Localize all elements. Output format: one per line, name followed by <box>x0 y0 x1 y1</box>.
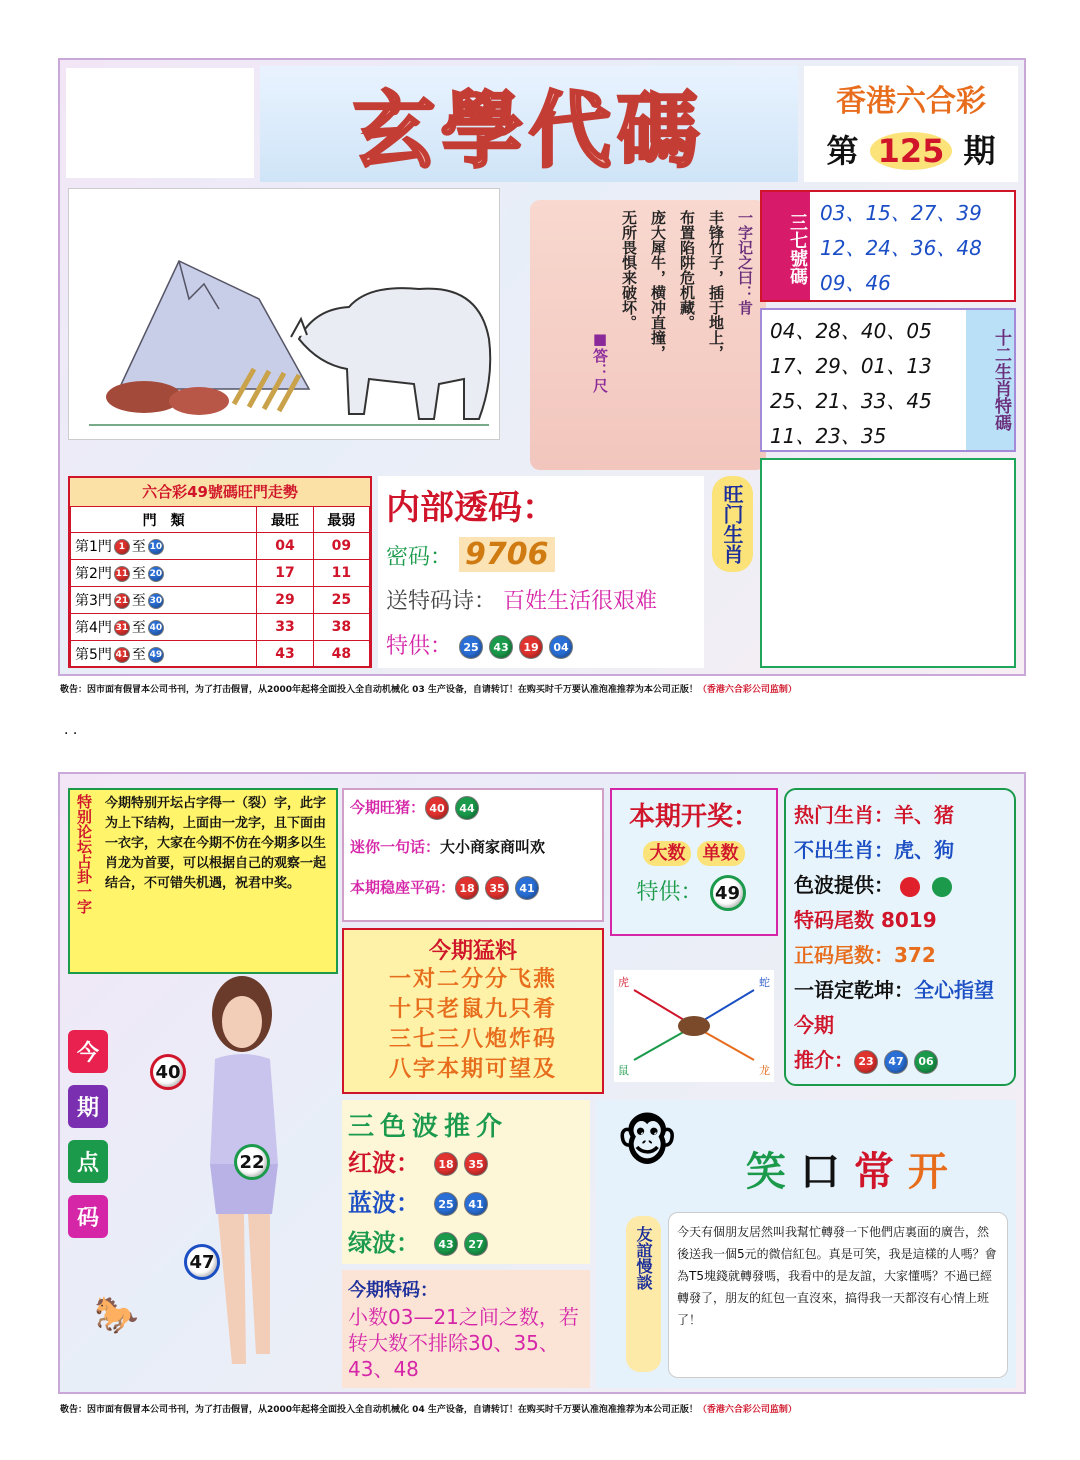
special-code-text: 小数03—21之间之数，若转大数不排除30、35、43、48 <box>348 1305 579 1381</box>
door-to: 至 <box>131 647 146 663</box>
table-row <box>71 533 370 560</box>
inside-code-panel <box>378 476 704 668</box>
number-ball: 25 <box>459 635 483 659</box>
send-poem-value: 百姓生活很艰难 <box>503 589 658 614</box>
trio-panel <box>760 190 1016 302</box>
number-ball: 44 <box>455 796 479 820</box>
mini-label: 迷你一句话： <box>350 838 441 856</box>
recommend-label-1: 今期 <box>794 1013 834 1037</box>
wave-rows <box>348 1143 584 1263</box>
door-table-panel <box>68 476 372 668</box>
ztail-value: 372 <box>894 943 936 967</box>
number-ball: 30 <box>148 593 164 609</box>
issue-number: 125 <box>870 132 953 170</box>
wave-row <box>348 1223 584 1263</box>
special-label: 特供： <box>386 634 453 659</box>
door-cell <box>71 614 257 641</box>
number-ball: 41 <box>114 647 130 663</box>
twelve-row: 17、29、01、13 <box>770 354 932 378</box>
friend-text: 今天有個朋友居然叫我幫忙轉發一下他們店裏面的廣告，然後送我一個5元的微信紅包。真是可笑，我是這樣的人嗎？會為T5塊錢就轉發嗎，我看中的是友誼，大家懂嗎？不過已經轉發了，朋友的紅包一直沒來，搞得我一天都沒有心情上班了！ <box>668 1212 1008 1378</box>
door-to: 至 <box>131 593 146 609</box>
number-ball: 41 <box>515 876 539 900</box>
twelve-row: 25、21、33、45 <box>770 389 932 413</box>
flat-label: 本期稳座平码： <box>350 878 456 897</box>
wave-row <box>348 1143 584 1183</box>
out-zodiac-line <box>794 833 1006 868</box>
twelve-label: 十二生肖特碼 <box>966 310 1014 450</box>
fierce-line: 三七三八炮炸码 <box>388 1027 557 1052</box>
number-ball: 40 <box>148 620 164 636</box>
separator-dots: . . <box>64 722 78 738</box>
draw-panel <box>610 788 778 936</box>
hot-zodiac-line <box>794 798 1006 833</box>
issue-line <box>804 126 1018 172</box>
diagram-label: 鼠 <box>618 1064 629 1077</box>
rhino-drawing <box>69 189 499 439</box>
forum-panel <box>68 788 338 974</box>
number-ball: 43 <box>434 1232 458 1256</box>
table-row <box>71 641 370 668</box>
door-to: 至 <box>131 539 146 555</box>
special-line <box>386 629 696 660</box>
number-ball: 41 <box>464 1192 488 1216</box>
smile-char: 笑 <box>746 1149 786 1195</box>
model-ball: 47 <box>184 1244 220 1280</box>
issue-panel <box>804 66 1018 182</box>
wave-name: 蓝波： <box>348 1189 420 1217</box>
points-column <box>68 1030 108 1238</box>
forum-label: 特别论坛占卦一字 <box>75 794 93 914</box>
special-code-title: 今期特码： <box>348 1280 438 1301</box>
number-ball: 1 <box>114 539 130 555</box>
issue-suffix: 期 <box>963 132 996 170</box>
brand-name: 香港六合彩 <box>836 84 986 119</box>
ztail-line <box>794 938 1006 973</box>
three-wave-title: 三色波推介 <box>348 1112 509 1142</box>
recommend-balls <box>854 1048 944 1072</box>
number-ball: 18 <box>455 876 479 900</box>
hot-cell: 17 <box>257 560 313 587</box>
number-ball: 35 <box>464 1152 488 1176</box>
trio-row: 03、15、27、39 <box>820 201 982 225</box>
cold-cell: 48 <box>313 641 369 668</box>
table-row <box>71 614 370 641</box>
door-to: 至 <box>131 566 146 582</box>
wave-row <box>348 1183 584 1223</box>
wave-line <box>794 868 1006 903</box>
number-ball: 21 <box>114 593 130 609</box>
model-ball: 22 <box>234 1144 270 1180</box>
cold-cell: 38 <box>313 614 369 641</box>
number-ball: 49 <box>148 647 164 663</box>
zodiac-diagram <box>614 970 774 1082</box>
hot-cell: 33 <box>257 614 313 641</box>
page-title: 玄學代碼 <box>352 82 705 179</box>
draw-special-line <box>618 875 770 911</box>
notice-tail: （香港六合彩公司监制） <box>697 1405 797 1415</box>
door-table-title: 六合彩49號碼旺門走勢 <box>70 478 370 506</box>
issue-prefix: 第 <box>826 132 859 170</box>
smile-panel <box>596 1100 1016 1388</box>
draw-tags <box>618 839 770 865</box>
draw-special-ball: 49 <box>710 875 746 911</box>
page-one <box>58 58 1026 676</box>
forum-text: 今期特别开坛占字得一（裂）字，此字为上下结构，上面由一龙字，且下面由一衣字，大家在今期不仿在今期多以生肖龙为首要，可以根据自己的观察一起结合，不可错失机遇，祝君中奖。 <box>105 796 327 891</box>
twelve-row: 04、28、40、05 <box>770 319 932 343</box>
draw-special-label: 特供： <box>636 880 703 905</box>
recommend-label-2: 推介： <box>794 1048 854 1072</box>
diagram-label: 龙 <box>759 1064 770 1077</box>
hot-zodiac-value: 羊、猪 <box>894 803 954 827</box>
number-ball: 18 <box>434 1152 458 1176</box>
door-name: 第5門 <box>75 647 112 663</box>
cold-header: 最弱 <box>313 507 369 533</box>
riddle-answer: ■答：尺 <box>591 330 609 393</box>
number-ball: 19 <box>519 635 543 659</box>
riddle-scroll <box>530 200 766 470</box>
password-value: 9706 <box>459 537 555 572</box>
blank-green-panel <box>760 458 1016 668</box>
tail-value: 8019 <box>880 908 937 932</box>
fierce-panel <box>342 928 604 1094</box>
send-poem-line <box>386 584 696 615</box>
ztail-label: 正码尾数： <box>794 943 894 967</box>
three-wave-panel <box>342 1100 590 1264</box>
draw-tag: 单数 <box>697 841 745 866</box>
draw-title: 本期开奖： <box>628 802 759 832</box>
number-ball: 40 <box>425 796 449 820</box>
wang-line <box>350 796 596 836</box>
points-char: 期 <box>68 1085 108 1128</box>
model-figure <box>155 974 330 1382</box>
trio-label: 三七號碼 <box>762 192 810 300</box>
one-label: 一语定乾坤： <box>794 978 914 1002</box>
points-char: 码 <box>68 1195 108 1238</box>
fierce-line: 八字本期可望及 <box>388 1057 557 1082</box>
hot-cell: 29 <box>257 587 313 614</box>
door-name: 第3門 <box>75 593 112 609</box>
recommend-line <box>794 1008 1006 1043</box>
number-ball: 06 <box>914 1050 938 1074</box>
flat-balls <box>455 879 545 897</box>
out-zodiac-label: 不出生肖： <box>794 838 894 862</box>
draw-tag: 大数 <box>643 841 691 866</box>
door-cell <box>71 533 257 560</box>
fierce-title: 今期猛料 <box>428 939 517 964</box>
door-header: 門 類 <box>71 507 257 533</box>
wave-name: 绿波： <box>348 1229 420 1257</box>
diagram-label: 蛇 <box>759 976 770 989</box>
notice-2 <box>60 1402 1024 1415</box>
wave-dots <box>894 873 958 897</box>
door-cell <box>71 641 257 668</box>
friend-label: 友誼慢談 <box>626 1216 661 1372</box>
horse-icon: 🐎 <box>94 1295 139 1336</box>
notice-tail: （香港六合彩公司监制） <box>697 685 797 695</box>
hot-cell: 43 <box>257 641 313 668</box>
number-ball: 20 <box>148 566 164 582</box>
cold-cell: 25 <box>313 587 369 614</box>
table-row <box>71 587 370 614</box>
special-code-panel <box>342 1270 590 1388</box>
smile-char: 开 <box>907 1149 948 1195</box>
flat-line <box>350 876 596 916</box>
trio-row: 12、24、36、48 <box>820 236 982 260</box>
number-ball: 10 <box>148 539 164 555</box>
blank-panel <box>66 68 254 178</box>
points-char: 今 <box>68 1030 108 1073</box>
hot-zodiac-label: 热门生肖： <box>794 803 894 827</box>
smile-char: 口 <box>799 1149 840 1195</box>
cold-cell: 09 <box>313 533 369 560</box>
number-ball: 04 <box>549 635 573 659</box>
twelve-numbers <box>762 310 966 450</box>
number-ball: 31 <box>114 620 130 636</box>
number-ball: 47 <box>884 1050 908 1074</box>
out-zodiac-value: 虎、狗 <box>894 838 954 862</box>
password-line <box>386 537 696 572</box>
one-value: 全心指望 <box>914 978 994 1002</box>
hot-zodiac-label: 旺门生肖 <box>712 476 753 572</box>
one-line <box>794 973 1006 1008</box>
notice-1 <box>60 682 1024 695</box>
twelve-panel <box>760 308 1016 452</box>
page-two <box>58 772 1026 1394</box>
hot-cell: 04 <box>257 533 313 560</box>
trio-numbers <box>810 192 992 300</box>
riddle-title: 一字记之曰：肯 <box>736 210 754 315</box>
door-table <box>70 506 370 668</box>
zodiac-arrows <box>614 970 774 1082</box>
info-panel <box>784 788 1016 1086</box>
door-name: 第2門 <box>75 566 112 582</box>
send-poem-label: 送特码诗： <box>386 589 497 614</box>
smile-mascot-icon: 🐵 <box>616 1110 679 1173</box>
password-label: 密码： <box>386 545 453 570</box>
mini-line <box>350 836 596 876</box>
cold-cell: 11 <box>313 560 369 587</box>
wave-dot <box>932 877 952 897</box>
model-ball: 40 <box>150 1054 186 1090</box>
door-to: 至 <box>131 620 146 636</box>
number-ball: 25 <box>434 1192 458 1216</box>
number-ball: 27 <box>464 1232 488 1256</box>
fierce-line: 十只老鼠九只肴 <box>388 997 557 1022</box>
hot-header: 最旺 <box>257 507 313 533</box>
table-row <box>71 560 370 587</box>
tail-line <box>794 903 1006 938</box>
mini-value: 大小商家商叫欢 <box>440 838 546 856</box>
twelve-row: 11、23、35 <box>770 424 887 448</box>
wang-balls <box>425 799 485 817</box>
wave-dot <box>900 877 920 897</box>
hot-zodiac-panel <box>712 476 756 668</box>
door-cell <box>71 587 257 614</box>
door-cell <box>71 560 257 587</box>
number-ball: 11 <box>114 566 130 582</box>
special-balls <box>459 634 579 659</box>
notice-text: 敬告：因市面有假冒本公司书刊，为了打击假冒，从2000年起将全面投入全自动机械化 04 生产设备，自请转订！在购买时千万要认准泡准推荐为本公司正版！ <box>60 1405 698 1415</box>
hint-panel <box>342 788 604 922</box>
diagram-label: 虎 <box>618 976 629 989</box>
recommend-row <box>794 1043 1006 1078</box>
door-name: 第4門 <box>75 620 112 636</box>
wave-name: 红波： <box>348 1149 420 1177</box>
number-ball: 23 <box>854 1050 878 1074</box>
number-ball: 43 <box>489 635 513 659</box>
rhino-illustration <box>68 188 500 440</box>
trio-row: 09、46 <box>820 271 891 295</box>
number-ball: 35 <box>485 876 509 900</box>
riddle-line-3: 庞大犀牛，横冲直撞， <box>649 210 667 360</box>
wave-label: 色波提供： <box>794 873 894 897</box>
riddle-line-1: 丰锋竹子，插于地上， <box>707 210 725 360</box>
wang-label: 今期旺猪： <box>350 798 426 817</box>
inside-title: 内部透码： <box>386 488 556 528</box>
riddle-line-2: 布置陷阱危机藏。 <box>678 210 696 330</box>
smile-title <box>746 1140 948 1197</box>
door-name: 第1門 <box>75 539 112 555</box>
smile-char: 常 <box>853 1149 894 1195</box>
tail-label: 特码尾数 <box>794 908 874 932</box>
title-banner <box>260 66 798 182</box>
riddle-line-4: 无所畏惧来破坏。 <box>620 210 638 330</box>
fierce-lines <box>348 965 598 1085</box>
points-char: 点 <box>68 1140 108 1183</box>
fierce-line: 一对二分分飞燕 <box>388 967 557 992</box>
notice-text: 敬告：因市面有假冒本公司书刊，为了打击假冒，从2000年起将全面投入全自动机械化 03 生产设备，自请转订！在购买时千万要认准泡准推荐为本公司正版！ <box>60 685 698 695</box>
